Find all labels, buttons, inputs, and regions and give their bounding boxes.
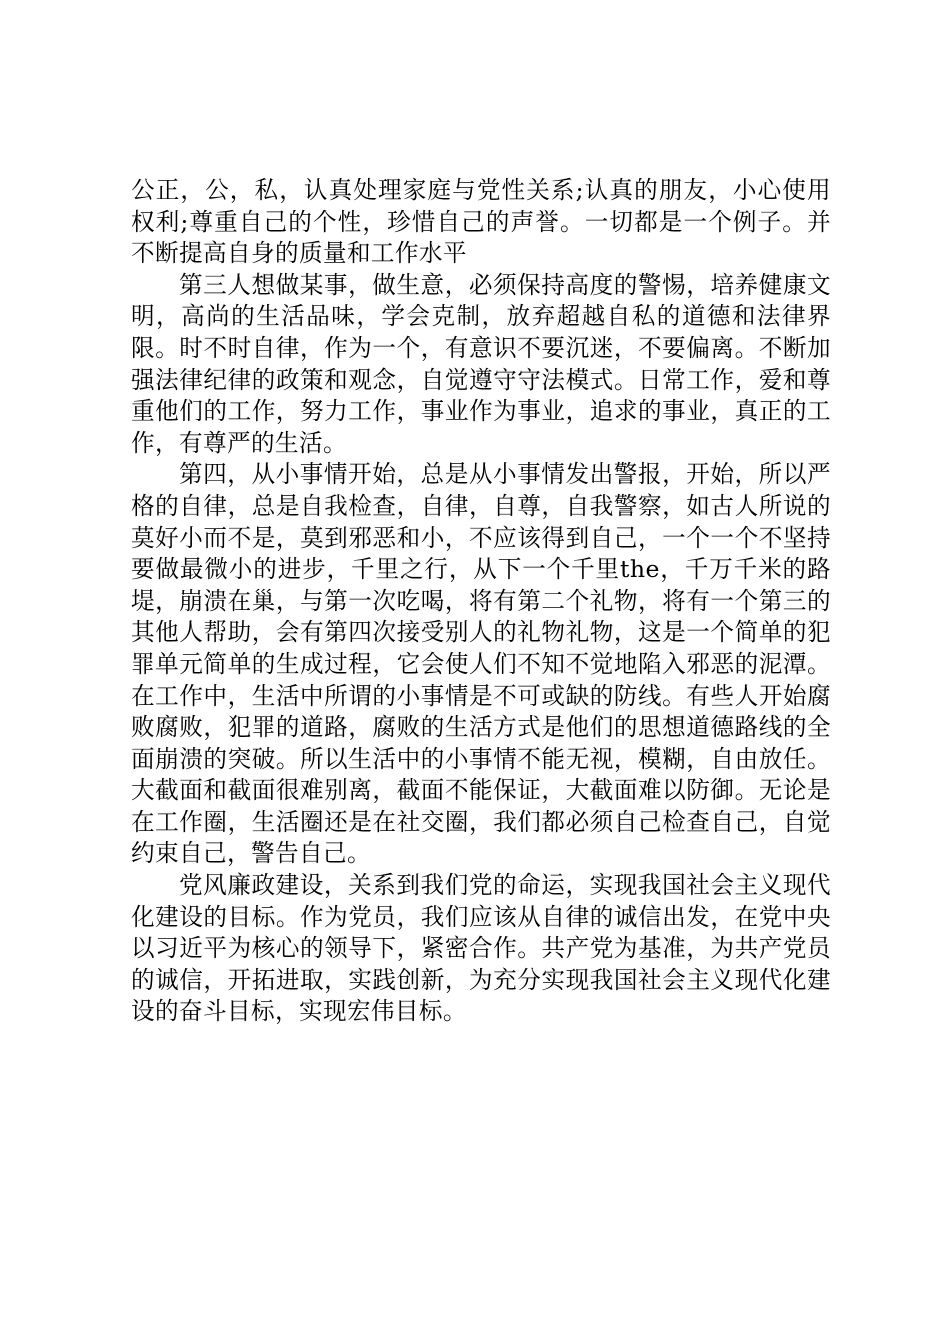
paragraph-continuation: 公正，公，私，认真处理家庭与党性关系;认真的朋友，小心使用权利;尊重自己的个性，珍惜自己的声誉。一切都是一个例子。并不断提高自身的质量和工作水平 [131,176,831,268]
paragraph-third-point: 第三人想做某事，做生意，必须保持高度的警惕，培养健康文明，高尚的生活品味，学会克制，放弃超越自私的道德和法律界限。时不时自律，作为一个，有意识不要沉迷，不要偏离。不断加强法律纪律的政策和观念，自觉遵守守法模式。日常工作，爱和尊重他们的工作，努力工作，事业作为事业，追求的事业，真正的工作，有尊严的生活。 [131,270,831,457]
paragraph-fourth-point: 第四，从小事情开始，总是从小事情发出警报，开始，所以严格的自律，总是自我检查，自律，自尊，自我警察，如古人所说的莫好小而不是，莫到邪恶和小，不应该得到自己，一个一个不坚持要做最微小的进步，千里之行，从下一个千里the，千万千米的路堤，崩溃在巢，与第一次吃喝，将有第二个礼物，将有一个第三的其他人帮助，会有第四次接受别人的礼物礼物，这是一个简单的犯罪单元简单的生成过程，它会使人们不知不觉地陷入邪恶的泥潭。在工作中，生活中所谓的小事情是不可或缺的防线。有些人开始腐败腐败，犯罪的道路，腐败的生活方式是他们的思想道德路线的全面崩溃的突破。所以生活中的小事情不能无视，模糊，自由放任。大截面和截面很难别离，截面不能保证，大截面难以防御。无论是在工作圈，生活圈还是在社交圈，我们都必须自己检查自己，自觉约束自己，警告自己。 [131,460,831,868]
document-body [131,175,831,1028]
paragraph-conclusion: 党风廉政建设，关系到我们党的命运，实现我国社会主义现代化建设的目标。作为党员，我们应该从自律的诚信出发，在党中央以习近平为核心的领导下，紧密合作。共产党为基准，为共产党员的诚信，开拓进取，实践创新，为充分实现我国社会主义现代化建设的奋斗目标，实现宏伟目标。 [131,871,831,1026]
